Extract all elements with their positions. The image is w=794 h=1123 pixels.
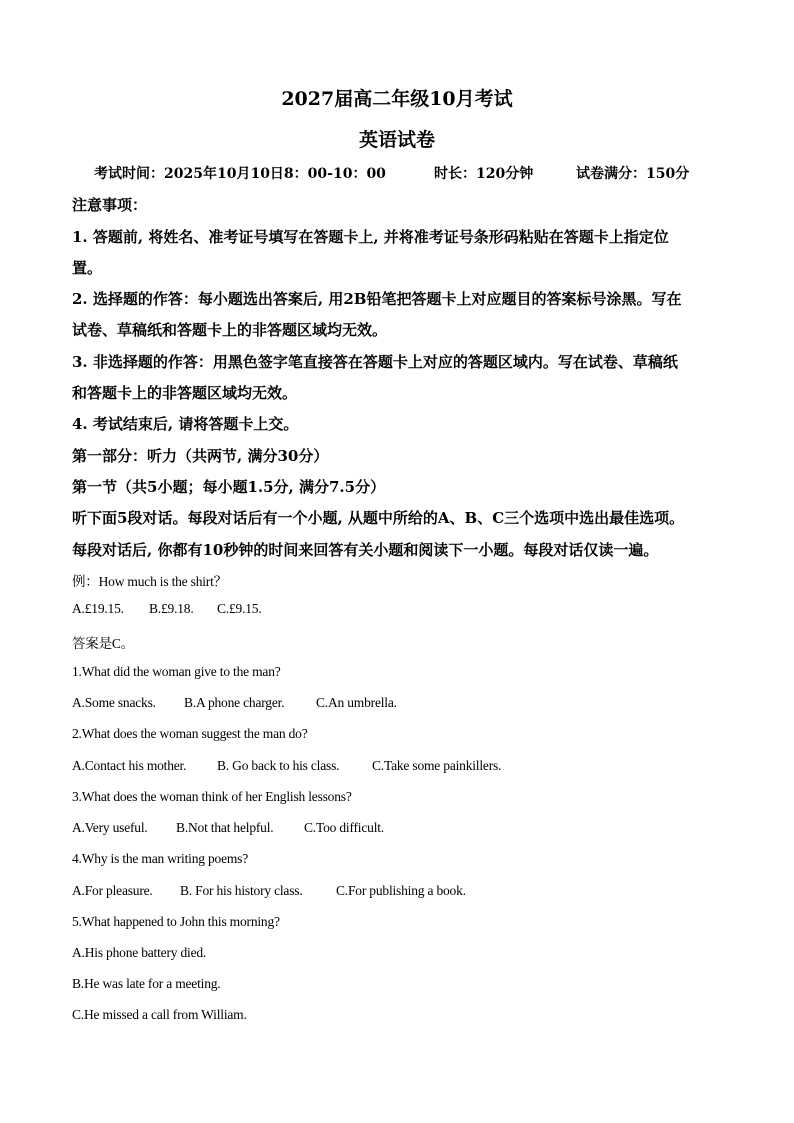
notice-item-4: 4. 考试结束后, 请将答题卡上交。 (72, 415, 299, 433)
part1-heading: 第一部分：听力（共两节, 满分30分） (72, 447, 329, 465)
question-2-options (72, 758, 501, 774)
question-5: 5.What happened to John this morning? (72, 914, 280, 929)
question-1: 1.What did the woman give to the man? (72, 664, 281, 679)
question-2: 2.What does the woman suggest the man do? (72, 726, 308, 741)
example-option-b: B.£9.18. (149, 601, 194, 616)
question-1-option-c: C.An umbrella. (316, 695, 397, 710)
notice-heading: 注意事项： (72, 196, 148, 214)
instructions-line-2: 每段对话后, 你都有10秒钟的时间来回答有关小题和阅读下一小题。每段对话仅读一遍。 (72, 541, 659, 559)
question-5-option-b: B.He was late for a meeting. (72, 976, 221, 991)
example-question: 例：How much is the shirt？ (72, 574, 227, 589)
exam-duration: 时长：120分钟 (434, 166, 534, 182)
example-option-a: A.£19.15. (72, 601, 124, 616)
exam-title: 2027届高二年级10月考试 (281, 88, 513, 110)
example-answer: 答案是C。 (72, 636, 135, 651)
question-1-option-a: A.Some snacks. (72, 695, 156, 710)
question-3-options (72, 820, 384, 836)
question-3-option-c: C.Too difficult. (304, 820, 384, 835)
section1-heading: 第一节（共5小题；每小题1.5分, 满分7.5分） (72, 478, 386, 496)
notice-item-2-line-1: 2. 选择题的作答：每小题选出答案后, 用2B铅笔把答题卡上对应题目的答案标号涂黑。写在 (72, 290, 682, 308)
notice-item-3-line-1: 3. 非选择题的作答：用黑色签字笔直接答在答题卡上对应的答题区域内。写在试卷、草稿纸 (72, 353, 678, 371)
example-options (72, 601, 262, 617)
exam-full-score: 试卷满分：150分 (576, 166, 690, 182)
question-5-option-c: C.He missed a call from William. (72, 1007, 247, 1022)
question-4-option-c: C.For publishing a book. (336, 883, 466, 898)
question-4-option-a: A.For pleasure. (72, 883, 153, 898)
question-2-option-b: B. Go back to his class. (217, 758, 340, 773)
example-option-c: C.£9.15. (217, 601, 262, 616)
question-3-option-a: A.Very useful. (72, 820, 148, 835)
question-1-option-b: B.A phone charger. (184, 695, 285, 710)
notice-item-1-line-2: 置。 (72, 259, 103, 277)
question-3: 3.What does the woman think of her English lessons? (72, 789, 352, 804)
instructions-line-1: 听下面5段对话。每段对话后有一个小题, 从题中所给的A、B、C三个选项中选出最佳选项。 (72, 509, 685, 527)
question-5-option-a: A.His phone battery died. (72, 945, 207, 960)
notice-item-2-line-2: 试卷、草稿纸和答题卡上的非答题区域均无效。 (72, 321, 388, 339)
question-4-options (72, 883, 466, 899)
question-4-option-b: B. For his history class. (180, 883, 303, 898)
exam-time: 考试时间：2025年10月10日8：00-10：00 (94, 166, 386, 182)
notice-item-1-line-1: 1. 答题前, 将姓名、准考证号填写在答题卡上, 并将准考证号条形码粘贴在答题卡上指定位 (72, 228, 669, 246)
exam-subtitle: 英语试卷 (358, 129, 435, 151)
question-2-option-c: C.Take some painkillers. (372, 758, 502, 773)
notice-item-3-line-2: 和答题卡上的非答题区域均无效。 (72, 384, 298, 402)
question-3-option-b: B.Not that helpful. (176, 820, 274, 835)
question-2-option-a: A.Contact his mother. (72, 758, 187, 773)
question-4: 4.Why is the man writing poems? (72, 851, 249, 866)
question-1-options (72, 695, 397, 711)
